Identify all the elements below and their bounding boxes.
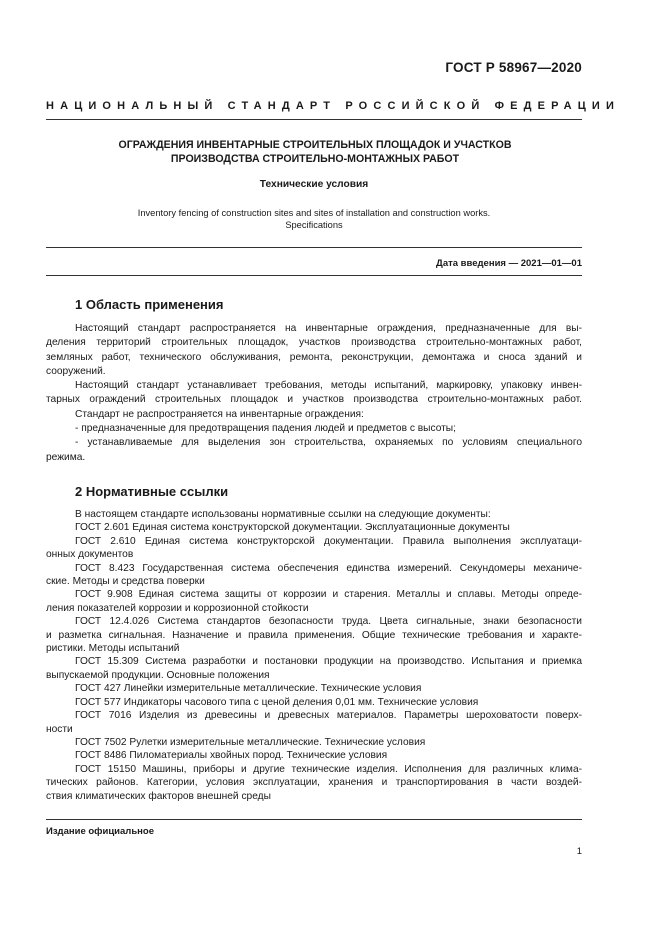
text-line: В настоящем стандарте использованы нормативные ссылки на следующие документы: <box>75 509 491 520</box>
reference-line: выпускаемой продукции. Основные положения <box>46 669 270 681</box>
reference-line: ГОСТ 9.908 Единая система защиты от коррозии и старения. Металлы и сплавы. Методы опреде- <box>75 589 582 601</box>
text-line: - предназначенные для предотвращения падения людей и предметов с высоты; <box>75 423 456 435</box>
reference-line: онных документов <box>46 549 134 561</box>
header-rule <box>46 119 582 120</box>
reference-line: ГОСТ 15.309 Система разработки и постановки продукции на производство. Испытания и приемка <box>75 656 582 668</box>
section-heading: 2 Нормативные ссылки <box>75 484 229 499</box>
title-line: ОГРАЖДЕНИЯ ИНВЕНТАРНЫЕ СТРОИТЕЛЬНЫХ ПЛОЩАДОК И УЧАСТКОВ <box>118 139 512 151</box>
reference-line: ГОСТ 427 Линейки измерительные металлические. Технические условия <box>75 683 422 695</box>
document-subtitle: Технические условия <box>259 179 369 190</box>
reference-line: ристики. Методы испытаний <box>46 643 180 655</box>
text-line: деления территорий строительных площадок, участков производства строительно-монтажных работ, <box>46 337 582 349</box>
reference-line: ГОСТ 2.610 Единая система конструкторской документации. Правила выполнения эксплуатаци- <box>75 535 582 547</box>
official-edition-label: Издание официальное <box>46 826 154 837</box>
section-body <box>46 322 582 465</box>
section-scope <box>46 297 582 465</box>
introduction-date: Дата введения — 2021—01—01 <box>436 258 582 269</box>
national-standard-banner: НАЦИОНАЛЬНЫЙ СТАНДАРТ РОССИЙСКОЙ ФЕДЕРАЦИИ <box>46 100 621 112</box>
standard-number: ГОСТ Р 58967—2020 <box>445 60 582 75</box>
reference-line: ствия климатических факторов внешней среды <box>46 790 271 802</box>
title-rule <box>46 247 582 248</box>
english-title <box>46 207 582 231</box>
section-heading: 1 Область применения <box>75 297 224 312</box>
english-title-line: Inventory fencing of construction sites and sites of installation and construction works. <box>137 208 491 218</box>
text-line: - устанавливаемые для выделения зон строительства, охраняемых по условиям специального <box>75 437 582 449</box>
reference-line: ские. Методы и средства поверки <box>46 576 205 588</box>
reference-line: и разметка сигнальная. Назначение и правила применения. Общие технические требования и характе- <box>46 629 582 641</box>
section-normative-references <box>46 484 582 803</box>
reference-line: ГОСТ 2.601 Единая система конструкторской документации. Эксплуатационные документы <box>75 522 510 534</box>
reference-line: ГОСТ 8486 Пиломатериалы хвойных пород. Технические условия <box>75 750 388 762</box>
reference-line: ности <box>46 723 73 735</box>
text-line: сооружений. <box>46 365 106 377</box>
reference-line: ГОСТ 15150 Машины, приборы и другие технические изделия. Исполнения для различных клима- <box>75 763 582 775</box>
text-line: режима. <box>46 451 86 463</box>
reference-line: ГОСТ 7502 Рулетки измерительные металлические. Технические условия <box>75 736 426 748</box>
date-rule <box>46 275 582 276</box>
text-line: тарных ограждений строительных площадок и участков производства строительно-монтажных работ. <box>46 394 582 406</box>
reference-line: ГОСТ 577 Индикаторы часового типа с ценой деления 0,01 мм. Технические условия <box>75 696 479 708</box>
section-body <box>46 508 582 803</box>
text-line: Настоящий стандарт распространяется на инвентарные ограждения, предназначенные для вы- <box>75 323 582 334</box>
reference-line: ГОСТ 8.423 Государственная система обеспечения единства измерений. Секундомеры механиче- <box>75 562 582 574</box>
document-title <box>80 138 550 166</box>
footer-rule <box>46 819 582 820</box>
reference-line: ГОСТ 7016 Изделия из древесины и древесных материалов. Параметры шероховатости поверх- <box>75 710 582 722</box>
text-line: Стандарт не распространяется на инвентарные ограждения: <box>75 408 364 420</box>
english-title-line: Specifications <box>285 220 343 230</box>
text-line: Настоящий стандарт устанавливает требования, методы испытаний, маркировку, упаковку инвен- <box>75 380 582 392</box>
reference-line: ления показателей коррозии и коррозионной стойкости <box>46 602 309 614</box>
reference-line: ГОСТ 12.4.026 Система стандартов безопасности труда. Цвета сигнальные, знаки безопасности <box>75 616 582 628</box>
title-line: ПРОИЗВОДСТВА СТРОИТЕЛЬНО-МОНТАЖНЫХ РАБОТ <box>170 153 460 165</box>
reference-line: тических районов. Категории, условия эксплуатации, хранения и транспортирования в части воздей- <box>46 777 582 789</box>
text-line: земляных работ, технического обслуживания, ремонта, реконструкции, демонтажа и сноса зданий и <box>46 351 582 363</box>
page-number: 1 <box>576 846 582 857</box>
